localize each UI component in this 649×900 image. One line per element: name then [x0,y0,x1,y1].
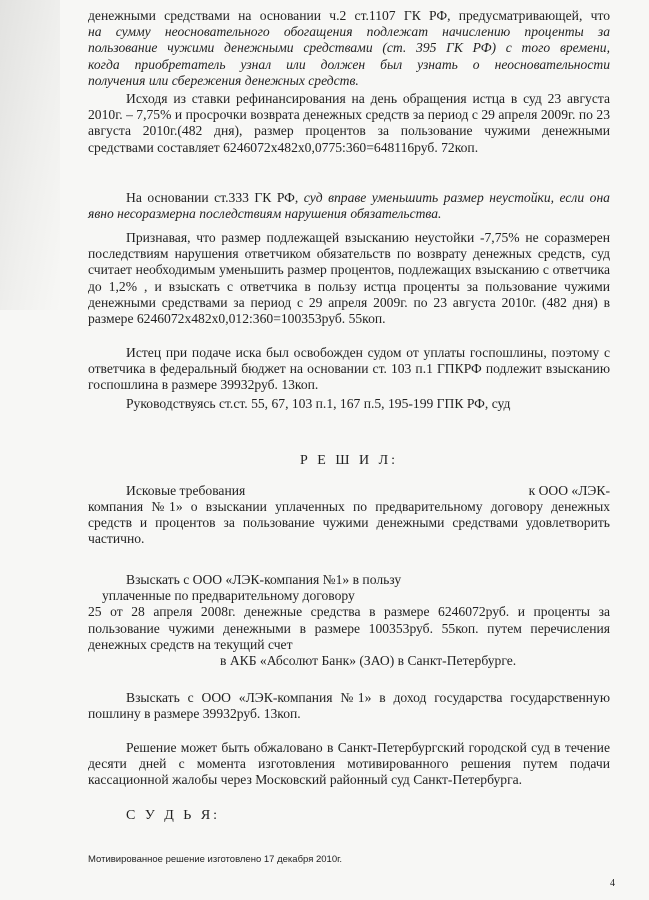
paragraph-2: Исходя из ставки рефинансирования на день обращения истца в суд 23 августа 2010г. – 7,75% и просрочки возврата денежных средств за период с 29 апреля 2009г. по 23 августа 2010г.(482 дня), размер процентов за пользование чужими денежными средствами составляет 6246072х482х0,0775:360=648116руб. 72коп. [88,91,610,155]
paragraph-1 [88,8,610,89]
paragraph-1-line-5: получения или сбережения денежных средств. [88,72,359,88]
judge-signature-label: С У Д Ь Я: [126,808,221,823]
paragraph-1-line-3: пользование чужими денежными средствами (ст. 395 ГК РФ) с того времени, [88,40,610,56]
footer-note: Мотивированное решение изготовлено 17 декабря 2010г. [88,854,343,865]
resolution-1-start: Исковые требования [126,483,246,498]
paragraph-1-line-4: когда приобретатель узнал или должен был узнать о неосновательности [88,56,610,72]
page-fold-shadow [0,0,60,310]
paragraph-3-plain: На основании ст.333 ГК РФ, [126,190,304,205]
paragraph-3 [88,190,610,222]
resolution-2-bank: в АКБ «Абсолют Банк» (ЗАО) в Санкт-Петербурге. [220,653,517,669]
paragraph-6: Руководствуясь ст.ст. 55, 67, 103 п.1, 167 п.5, 195-199 ГПК РФ, суд [126,396,511,411]
resolution-2 [88,572,610,669]
paragraph-4: Признавая, что размер подлежащей взысканию неустойки -7,75% не соразмерен последствиям нарушения ответчиком обязательств по возврату денежных средств, суд считает необходимым уменьшить размер процентов, подлежащих взысканию с ответчика до 1,2% , и взыскать с ответчика в пользу истца проценты за пользование чужими денежными средствами за период с 29 апреля 2009г. по 23 августа 2010г. (482 дня) в размере 6246072х482х0,012:360=100353руб. 55коп. [88,230,610,327]
paragraph-3-italic: суд вправе уменьшить размер неустойки, если она явно несоразмерна последствиям нарушения обязательства. [88,190,610,222]
resolution-2-line-2: уплаченные по предварительному договору [102,588,355,604]
resolution-4: Решение может быть обжаловано в Санкт-Петербургский городской суд в течение десяти дней с момента изготовления мотивированного решения путем подачи кассационной жалобы через Московский районный суд Санкт-Петербурга. [88,740,610,788]
resolution-1-defendant: к ООО «ЛЭК- [528,483,610,498]
page-number: 4 [610,878,615,889]
paragraph-1-line-1: денежными средствами на основании ч.2 ст.1107 ГК РФ, предусматривающей, что [88,8,610,23]
paragraph-1-line-2: на сумму неосновательного обогащения подлежат начислению проценты за [88,24,610,40]
paragraph-5: Истец при подаче иска был освобожден судом от уплаты госпошлины, поэтому с ответчика в федеральный бюджет на основании ст. 103 п.1 ГПКРФ подлежит взысканию госпошлина в размере 39932руб. 13коп. [88,345,610,393]
resolution-3: Взыскать с ООО «ЛЭК-компания №1» в доход государства государственную пошлину в размере 39932руб. 13коп. [88,690,610,722]
decision-heading: Р Е Ш И Л: [300,453,398,468]
resolution-2-body: 25 от 28 апреля 2008г. денежные средства в размере 6246072руб. и проценты за пользование чужими денежными в размере 100353руб. 55коп. путем перечисления денежных средств на текущий счет [88,604,610,652]
resolution-1 [88,483,610,548]
resolution-1-rest: компания №1» о взыскании уплаченных по предварительному договору денежных средств и процентов за пользование чужими денежными средствами удовлетворить частично. [88,499,610,547]
resolution-2-line-1: Взыскать с ООО «ЛЭК-компания №1» в пользу [126,572,402,587]
